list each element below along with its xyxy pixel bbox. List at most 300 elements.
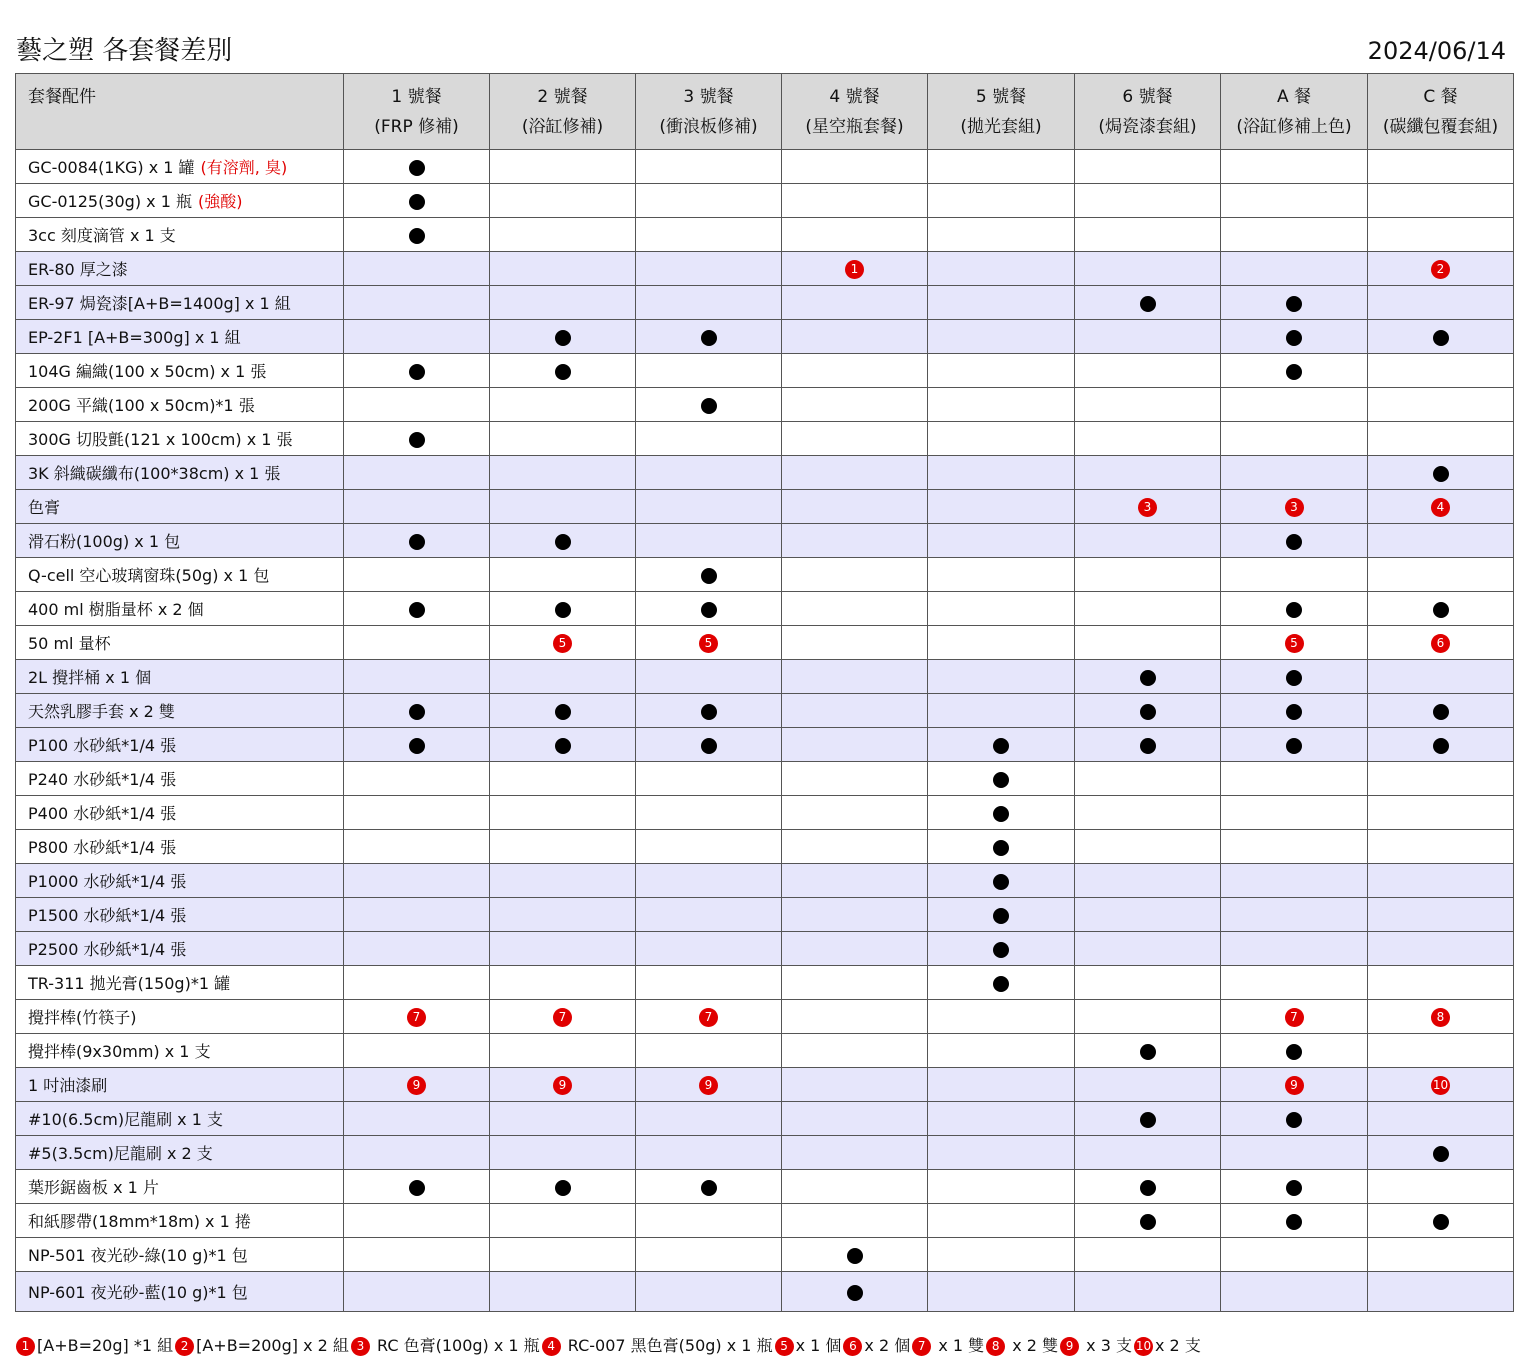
column-name: 4 號餐 [829, 86, 880, 107]
table-row [16, 388, 1514, 422]
cell [1221, 150, 1368, 184]
cell [636, 932, 782, 966]
cell [782, 762, 928, 796]
footnote-text: x 2 雙 [1007, 1336, 1059, 1355]
cell [344, 218, 490, 252]
cell [782, 592, 928, 626]
cell [1221, 1204, 1368, 1238]
included-dot-icon [1140, 704, 1156, 720]
cell [344, 626, 490, 660]
cell [1368, 796, 1514, 830]
footnote-marker: 7 [912, 1337, 931, 1356]
table-row [16, 728, 1514, 762]
item-cell [16, 184, 344, 218]
cell [1221, 1272, 1368, 1312]
footnote-marker: 10 [1134, 1337, 1153, 1356]
cell [1221, 354, 1368, 388]
cell [490, 354, 636, 388]
footnote-marker: 3 [1285, 498, 1304, 517]
cell [1368, 422, 1514, 456]
item-cell [16, 456, 344, 490]
cell [1075, 762, 1221, 796]
item-cell [16, 1170, 344, 1204]
included-dot-icon [1286, 330, 1302, 346]
cell [1075, 626, 1221, 660]
cell [1368, 1000, 1514, 1034]
cell [782, 1102, 928, 1136]
cell [928, 1000, 1075, 1034]
cell [636, 218, 782, 252]
item-cell [16, 354, 344, 388]
cell [1075, 456, 1221, 490]
cell [1368, 320, 1514, 354]
cell [782, 1204, 928, 1238]
footnote-text: x 1 雙 [933, 1336, 985, 1355]
cell [928, 1272, 1075, 1312]
cell [928, 320, 1075, 354]
cell [782, 354, 928, 388]
item-label: #5(3.5cm)尼龍刷 x 2 支 [28, 1144, 213, 1163]
cell [344, 558, 490, 592]
cell [636, 796, 782, 830]
included-dot-icon [1140, 1112, 1156, 1128]
header-column-8 [1368, 74, 1514, 150]
table-row [16, 932, 1514, 966]
cell [344, 966, 490, 1000]
cell [636, 728, 782, 762]
cell [490, 1102, 636, 1136]
cell [490, 218, 636, 252]
cell [1368, 252, 1514, 286]
cell [344, 1204, 490, 1238]
cell [1075, 252, 1221, 286]
footnote-marker: 9 [1285, 1076, 1304, 1095]
cell [1221, 966, 1368, 1000]
cell [1368, 150, 1514, 184]
footnote-marker: 7 [553, 1008, 572, 1027]
included-dot-icon [409, 364, 425, 380]
table-row [16, 626, 1514, 660]
footnote-marker: 4 [1431, 498, 1450, 517]
included-dot-icon [1286, 738, 1302, 754]
cell [782, 184, 928, 218]
cell [344, 150, 490, 184]
cell [928, 150, 1075, 184]
cell [782, 694, 928, 728]
cell [928, 286, 1075, 320]
cell [928, 932, 1075, 966]
cell [344, 1102, 490, 1136]
cell [782, 1034, 928, 1068]
table-row [16, 1102, 1514, 1136]
cell [928, 1136, 1075, 1170]
cell [1221, 422, 1368, 456]
cell [636, 864, 782, 898]
cell [636, 354, 782, 388]
cell [490, 388, 636, 422]
cell [490, 694, 636, 728]
table-row [16, 796, 1514, 830]
table-body [16, 150, 1514, 1312]
cell [1221, 762, 1368, 796]
included-dot-icon [993, 840, 1009, 856]
cell [636, 490, 782, 524]
cell [1221, 490, 1368, 524]
included-dot-icon [993, 874, 1009, 890]
cell [344, 592, 490, 626]
cell [636, 1034, 782, 1068]
included-dot-icon [701, 738, 717, 754]
cell [928, 218, 1075, 252]
item-label: P100 水砂紙*1/4 張 [28, 736, 177, 755]
cell [1368, 354, 1514, 388]
cell [490, 898, 636, 932]
footnote-marker: 9 [553, 1076, 572, 1095]
cell [782, 898, 928, 932]
included-dot-icon [701, 602, 717, 618]
cell [1075, 218, 1221, 252]
cell [1075, 898, 1221, 932]
table-row [16, 1272, 1514, 1312]
item-cell [16, 864, 344, 898]
cell [928, 762, 1075, 796]
cell [490, 966, 636, 1000]
cell [782, 558, 928, 592]
cell [490, 762, 636, 796]
table-row [16, 1034, 1514, 1068]
cell [490, 252, 636, 286]
cell [490, 728, 636, 762]
cell [344, 1272, 490, 1312]
item-label: P400 水砂紙*1/4 張 [28, 804, 177, 823]
table-row [16, 354, 1514, 388]
cell [490, 864, 636, 898]
cell [928, 1034, 1075, 1068]
column-name: A 餐 [1276, 86, 1312, 107]
table-row [16, 218, 1514, 252]
cell [344, 1000, 490, 1034]
cell [1075, 830, 1221, 864]
footnote-marker: 1 [845, 260, 864, 279]
cell [1368, 830, 1514, 864]
footnote-text: [A+B=20g] *1 組 [37, 1336, 174, 1355]
column-subtitle: (衝浪板修補) [659, 116, 758, 137]
cell [1075, 388, 1221, 422]
footnote-marker: 3 [1138, 498, 1157, 517]
cell [344, 184, 490, 218]
item-cell [16, 592, 344, 626]
footnote-marker: 7 [699, 1008, 718, 1027]
header-column-3 [636, 74, 782, 150]
cell [1221, 558, 1368, 592]
cell [490, 660, 636, 694]
cell [344, 524, 490, 558]
warning-note: (強酸) [197, 192, 243, 211]
cell [636, 1170, 782, 1204]
cell [344, 1034, 490, 1068]
table-row [16, 490, 1514, 524]
included-dot-icon [701, 330, 717, 346]
table-row [16, 150, 1514, 184]
included-dot-icon [1433, 330, 1449, 346]
item-label: P240 水砂紙*1/4 張 [28, 770, 177, 789]
cell [1221, 184, 1368, 218]
cell [636, 626, 782, 660]
cell [344, 898, 490, 932]
cell [782, 728, 928, 762]
cell [344, 320, 490, 354]
item-cell [16, 320, 344, 354]
item-cell [16, 660, 344, 694]
item-label: EP-2F1 [A+B=300g] x 1 組 [28, 328, 241, 347]
cell [490, 184, 636, 218]
included-dot-icon [1286, 364, 1302, 380]
included-dot-icon [1140, 1214, 1156, 1230]
cell [782, 626, 928, 660]
footnote-marker: 1 [16, 1337, 35, 1356]
included-dot-icon [409, 160, 425, 176]
footnote-text: x 2 個 [864, 1336, 911, 1355]
column-subtitle: (碳纖包覆套組) [1382, 116, 1499, 137]
item-label: 3cc 刻度滴管 x 1 支 [28, 226, 176, 245]
item-label: 和紙膠帶(18mm*18m) x 1 捲 [28, 1212, 251, 1231]
cell [1221, 1238, 1368, 1272]
cell [490, 286, 636, 320]
included-dot-icon [847, 1248, 863, 1264]
cell [1075, 320, 1221, 354]
column-subtitle: (拋光套組) [960, 116, 1042, 137]
cell [1368, 660, 1514, 694]
cell [636, 1068, 782, 1102]
cell [928, 796, 1075, 830]
cell [782, 1000, 928, 1034]
cell [636, 1136, 782, 1170]
item-cell [16, 1102, 344, 1136]
cell [636, 388, 782, 422]
cell [636, 150, 782, 184]
cell [636, 1238, 782, 1272]
item-cell [16, 830, 344, 864]
table-row [16, 422, 1514, 456]
warning-note: (有溶劑, 臭) [200, 158, 288, 177]
footer-notes [16, 1334, 1203, 1358]
included-dot-icon [409, 194, 425, 210]
footnote-marker: 7 [1285, 1008, 1304, 1027]
cell [782, 1272, 928, 1312]
cell [636, 286, 782, 320]
cell [490, 1238, 636, 1272]
table-row [16, 1204, 1514, 1238]
cell [1221, 286, 1368, 320]
included-dot-icon [1433, 466, 1449, 482]
cell [928, 626, 1075, 660]
footnote-marker: 8 [1431, 1008, 1450, 1027]
footnote-marker: 8 [986, 1337, 1005, 1356]
cell [1221, 864, 1368, 898]
included-dot-icon [1433, 602, 1449, 618]
item-cell [16, 966, 344, 1000]
cell [490, 1272, 636, 1312]
cell [344, 422, 490, 456]
included-dot-icon [1433, 704, 1449, 720]
cell [344, 694, 490, 728]
included-dot-icon [555, 1180, 571, 1196]
included-dot-icon [409, 738, 425, 754]
included-dot-icon [1140, 670, 1156, 686]
item-label: 200G 平織(100 x 50cm)*1 張 [28, 396, 255, 415]
date-label: 2024/06/14 [1367, 37, 1506, 65]
cell [782, 286, 928, 320]
item-label: 色膏 [28, 498, 61, 517]
cell [928, 524, 1075, 558]
table-row [16, 694, 1514, 728]
cell [344, 388, 490, 422]
item-label: 天然乳膠手套 x 2 雙 [28, 702, 175, 721]
cell [782, 966, 928, 1000]
item-cell [16, 728, 344, 762]
cell [636, 558, 782, 592]
table-row [16, 864, 1514, 898]
cell [1221, 1034, 1368, 1068]
column-subtitle: (星空瓶套餐) [805, 116, 904, 137]
table-row [16, 966, 1514, 1000]
cell [782, 1238, 928, 1272]
item-label: 滑石粉(100g) x 1 包 [28, 532, 181, 551]
cell [1368, 490, 1514, 524]
cell [928, 966, 1075, 1000]
cell [928, 490, 1075, 524]
table-header-row [16, 74, 1514, 150]
cell [636, 1204, 782, 1238]
cell [928, 898, 1075, 932]
item-label: NP-501 夜光砂-綠(10 g)*1 包 [28, 1246, 248, 1265]
included-dot-icon [1286, 670, 1302, 686]
item-cell [16, 1068, 344, 1102]
cell [1368, 218, 1514, 252]
table-row [16, 524, 1514, 558]
cell [636, 524, 782, 558]
cell [344, 932, 490, 966]
cell [636, 184, 782, 218]
comparison-table [15, 73, 1514, 1312]
cell [928, 694, 1075, 728]
cell [1368, 524, 1514, 558]
table-row [16, 592, 1514, 626]
cell [782, 1068, 928, 1102]
included-dot-icon [993, 976, 1009, 992]
table-row [16, 660, 1514, 694]
cell [1221, 252, 1368, 286]
cell [1368, 762, 1514, 796]
cell [782, 252, 928, 286]
included-dot-icon [701, 398, 717, 414]
included-dot-icon [1286, 1112, 1302, 1128]
cell [490, 422, 636, 456]
footnote-marker: 5 [699, 634, 718, 653]
cell [490, 1068, 636, 1102]
cell [490, 932, 636, 966]
cell [928, 558, 1075, 592]
cell [1368, 388, 1514, 422]
included-dot-icon [1140, 296, 1156, 312]
cell [782, 524, 928, 558]
cell [490, 830, 636, 864]
cell [1221, 898, 1368, 932]
cell [1075, 1170, 1221, 1204]
footnote-marker: 4 [542, 1337, 561, 1356]
cell [782, 456, 928, 490]
cell [490, 490, 636, 524]
cell [1075, 150, 1221, 184]
cell [1368, 864, 1514, 898]
included-dot-icon [409, 1180, 425, 1196]
included-dot-icon [555, 364, 571, 380]
item-label: 104G 編織(100 x 50cm) x 1 張 [28, 362, 267, 381]
cell [490, 592, 636, 626]
cell [782, 150, 928, 184]
cell [636, 456, 782, 490]
column-name: 3 號餐 [683, 86, 734, 107]
cell [490, 626, 636, 660]
cell [1368, 898, 1514, 932]
cell [1075, 1068, 1221, 1102]
included-dot-icon [1140, 1044, 1156, 1060]
included-dot-icon [701, 1180, 717, 1196]
table-row [16, 1136, 1514, 1170]
item-label: 300G 切股氈(121 x 100cm) x 1 張 [28, 430, 293, 449]
included-dot-icon [993, 772, 1009, 788]
included-dot-icon [1433, 738, 1449, 754]
cell [928, 1170, 1075, 1204]
cell [490, 1136, 636, 1170]
header-column-1 [344, 74, 490, 150]
cell [490, 456, 636, 490]
cell [636, 320, 782, 354]
item-label: 1 吋油漆刷 [28, 1076, 108, 1095]
cell [928, 1238, 1075, 1272]
item-cell [16, 694, 344, 728]
cell [1221, 524, 1368, 558]
item-cell [16, 286, 344, 320]
cell [928, 728, 1075, 762]
cell [636, 1000, 782, 1034]
cell [782, 388, 928, 422]
cell [344, 660, 490, 694]
cell [782, 218, 928, 252]
table-row [16, 762, 1514, 796]
cell [782, 932, 928, 966]
column-subtitle: (焗瓷漆套組) [1098, 116, 1197, 137]
cell [344, 864, 490, 898]
footnote-text: [A+B=200g] x 2 組 [196, 1336, 349, 1355]
cell [1221, 694, 1368, 728]
item-label: NP-601 夜光砂-藍(10 g)*1 包 [28, 1283, 248, 1302]
footnote-text: x 2 支 [1155, 1336, 1201, 1355]
cell [928, 864, 1075, 898]
table-row [16, 1068, 1514, 1102]
cell [636, 966, 782, 1000]
cell [344, 354, 490, 388]
cell [1368, 456, 1514, 490]
cell [344, 1136, 490, 1170]
cell [344, 1170, 490, 1204]
column-name: 2 號餐 [537, 86, 588, 107]
included-dot-icon [555, 704, 571, 720]
cell [1075, 1034, 1221, 1068]
item-label: 400 ml 樹脂量杯 x 2 個 [28, 600, 204, 619]
cell [1221, 626, 1368, 660]
included-dot-icon [1286, 296, 1302, 312]
